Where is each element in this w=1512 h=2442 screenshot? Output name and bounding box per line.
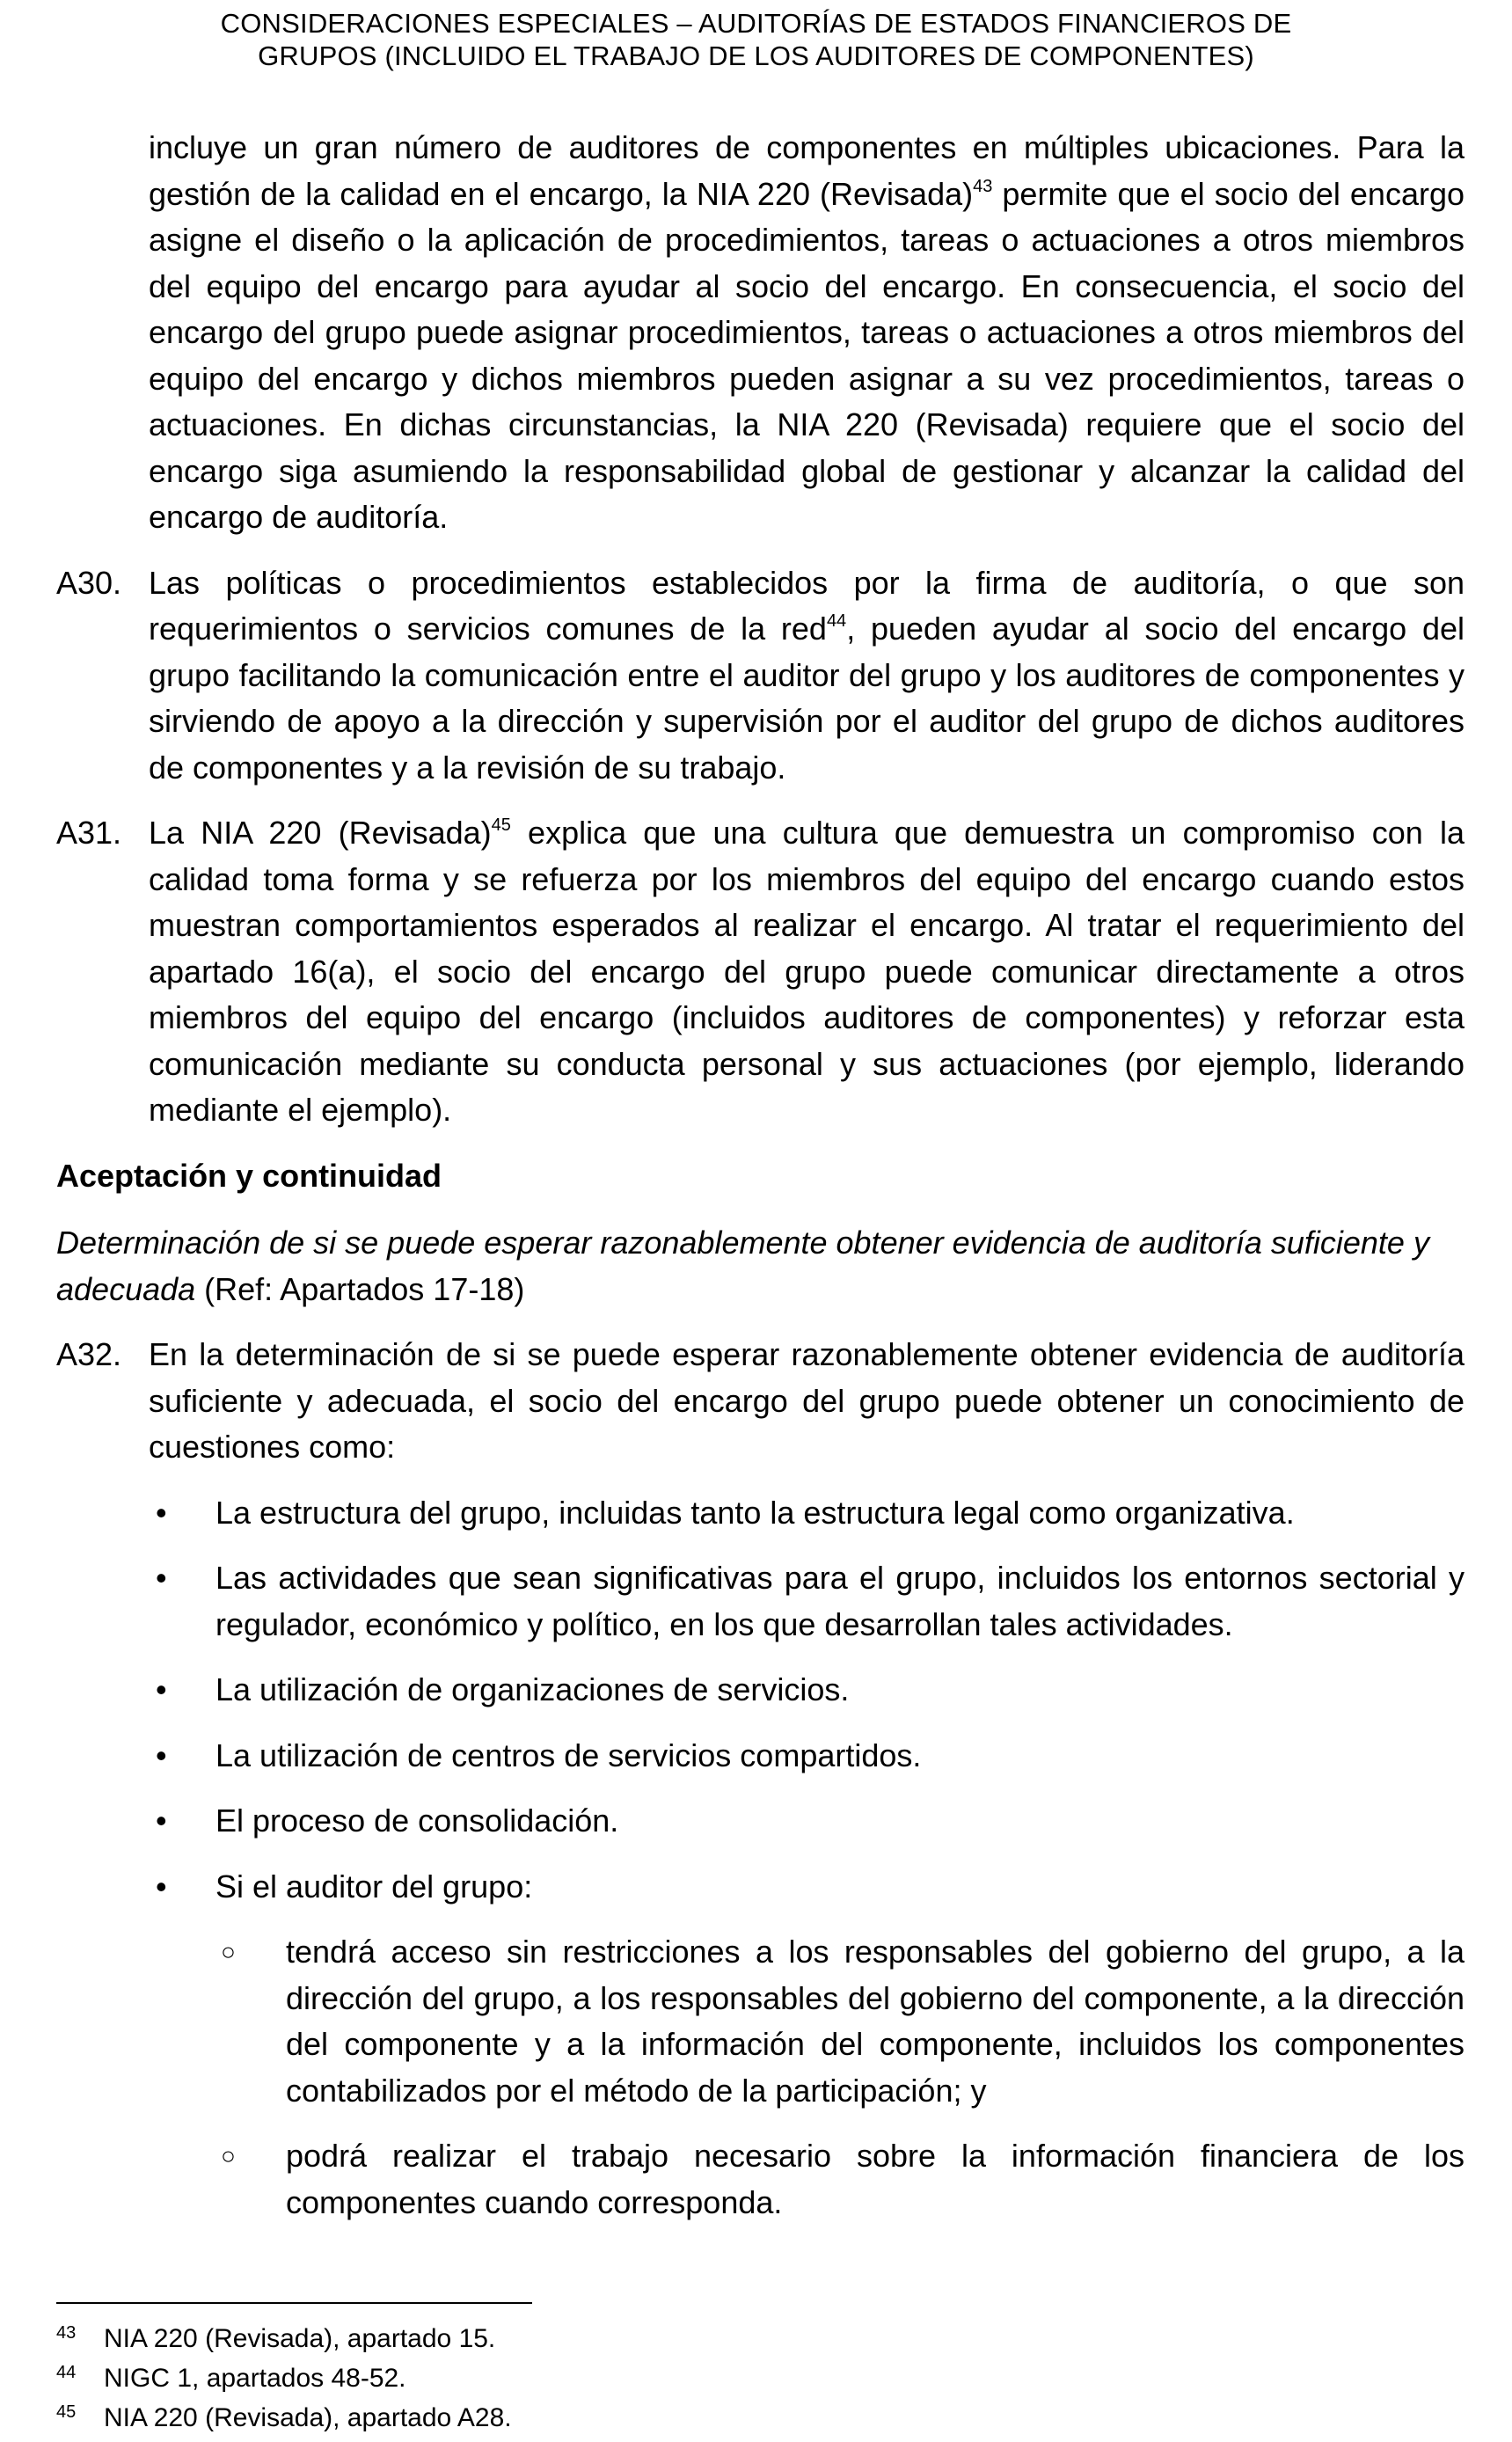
list-item — [149, 1555, 1465, 1648]
paragraph-number-a30: A30. — [56, 564, 122, 601]
footnote — [56, 2358, 1288, 2398]
sub-list-item — [215, 2133, 1465, 2226]
paragraph-number-a31: A31. — [56, 815, 122, 851]
running-header — [0, 7, 1512, 72]
paragraph-a30-text-2: , pueden ayudar al socio del encargo del grupo facilitando la comunicación entre el auditor del grupo y los auditores de componentes y sirviendo de apoyo a la dirección y supervisión por el auditor del grupo de dichos auditores de componentes y a la revisión de su trabajo. — [149, 610, 1465, 786]
footnote — [56, 2319, 1288, 2358]
list-item — [149, 1733, 1465, 1780]
bullet-marker: • — [156, 1868, 167, 1905]
list-item-text: La utilización de centros de servicios compartidos. — [215, 1736, 922, 1773]
paragraph-a32-text: En la determinación de si se puede esperar razonablemente obtener evidencia de auditoría suficiente y adecuada, el socio del encargo del grupo puede obtener un conocimiento de cuestiones como: — [149, 1336, 1465, 1465]
paragraph-a30-text-1: Las políticas o procedimientos establecidos por la firma de auditoría, o que son requerimientos o servicios comunes de la red — [149, 564, 1465, 647]
paragraph-a30 — [56, 560, 1465, 792]
list-item — [149, 1864, 1465, 2226]
bullet-marker: • — [156, 1494, 167, 1531]
section-heading: Aceptación y continuidad — [56, 1157, 442, 1194]
footnote-text: NIA 220 (Revisada), apartado 15. — [104, 2324, 496, 2353]
footnote-number: 43 — [56, 2323, 77, 2343]
footnote — [56, 2398, 1288, 2438]
list-item-text: Las actividades que sean significativas para el grupo, incluidos los entornos sectorial y regulador, económico y político, en los que desarrollan tales actividades. — [215, 1560, 1465, 1642]
subsection-heading — [56, 1220, 1465, 1312]
footnote-number: 45 — [56, 2402, 77, 2422]
footnote-number: 44 — [56, 2363, 77, 2382]
paragraph-a31-text-1: La NIA 220 (Revisada) — [149, 815, 492, 851]
paragraph-a31 — [56, 810, 1465, 1134]
footnote-ref-43[interactable]: 43 — [973, 176, 993, 196]
footnote-text: NIA 220 (Revisada), apartado A28. — [104, 2403, 512, 2432]
list-item — [149, 1667, 1465, 1714]
bullet-marker: • — [156, 1671, 167, 1707]
footnote-ref-44[interactable]: 44 — [826, 611, 847, 631]
footnote-ref-45[interactable]: 45 — [491, 815, 511, 835]
subsection-heading-ref: (Ref: Apartados 17-18) — [195, 1270, 525, 1307]
sub-list-item — [215, 1929, 1465, 2114]
header-line-2: GRUPOS (INCLUIDO EL TRABAJO DE LOS AUDITORES DE COMPONENTES) — [258, 40, 1254, 71]
circle-bullet-icon: ○ — [221, 2142, 236, 2169]
sub-bullet-list — [215, 1929, 1465, 2226]
subsection-heading-italic: Determinación de si se puede esperar razonablemente obtener evidencia de auditoría suficiente y adecuada — [56, 1225, 1429, 1307]
list-item-text: Si el auditor del grupo: — [215, 1868, 533, 1905]
continued-text-2: permite que el socio del encargo asigne el diseño o la aplicación de procedimientos, tareas o actuaciones a otros miembros del equipo del encargo para ayudar al socio del encargo. En consecuencia, el socio del encargo del grupo puede asignar procedimientos, tareas o actuaciones a otros miembros del equipo del encargo y dichos miembros pueden asignar a su vez procedimientos, tareas o actuaciones. En dichas circunstancias, la NIA 220 (Revisada) requiere que el socio del encargo siga asumiendo la responsabilidad global de gestionar y alcanzar la calidad del encargo de auditoría. — [149, 175, 1465, 535]
footnote-separator — [56, 2302, 532, 2304]
sub-list-item-text: podrá realizar el trabajo necesario sobre la información financiera de los componentes cuando corresponda. — [286, 2138, 1465, 2220]
paragraph-a31-text-2: explica que una cultura que demuestra un compromiso con la calidad toma forma y se refuerza por los miembros del equipo del encargo cuando estos muestran comportamientos esperados al realizar el encargo. Al tratar el requerimiento del apartado 16(a), el socio del encargo del grupo puede comunicar directamente a otros miembros del equipo del encargo (incluidos auditores de componentes) y reforzar esta comunicación mediante su conducta personal y sus actuaciones (por ejemplo, liderando mediante el ejemplo). — [149, 815, 1465, 1128]
list-item-text: La estructura del grupo, incluidas tanto la estructura legal como organizativa. — [215, 1494, 1295, 1531]
sub-list-item-text: tendrá acceso sin restricciones a los responsables del gobierno del grupo, a la dirección del grupo, a los responsables del gobierno del componente, a la dirección del componente y a la información del componente, incluidos los componentes contabilizados por el método de la participación; y — [286, 1934, 1465, 2109]
header-line-1: CONSIDERACIONES ESPECIALES – AUDITORÍAS DE ESTADOS FINANCIEROS DE — [220, 8, 1292, 39]
list-item-text: El proceso de consolidación. — [215, 1802, 619, 1839]
list-item-text: La utilización de organizaciones de servicios. — [215, 1671, 850, 1707]
list-item — [149, 1798, 1465, 1845]
bullet-marker: • — [156, 1736, 167, 1773]
footnote-text: NIGC 1, apartados 48-52. — [104, 2364, 406, 2393]
body-content — [56, 125, 1465, 2245]
continued-text-1: incluye un gran número de auditores de componentes en múltiples ubicaciones. Para la gestión de la calidad en el encargo, la NIA 220 (Revisada) — [149, 129, 1465, 212]
bullet-marker: • — [156, 1560, 167, 1596]
bullet-list — [149, 1490, 1465, 2226]
footnotes — [56, 2319, 1288, 2438]
bullet-marker: • — [156, 1802, 167, 1839]
paragraph-number-a32: A32. — [56, 1336, 122, 1372]
continued-paragraph — [56, 125, 1465, 541]
circle-bullet-icon: ○ — [221, 1938, 236, 1965]
paragraph-a32 — [56, 1332, 1465, 1471]
list-item — [149, 1490, 1465, 1537]
